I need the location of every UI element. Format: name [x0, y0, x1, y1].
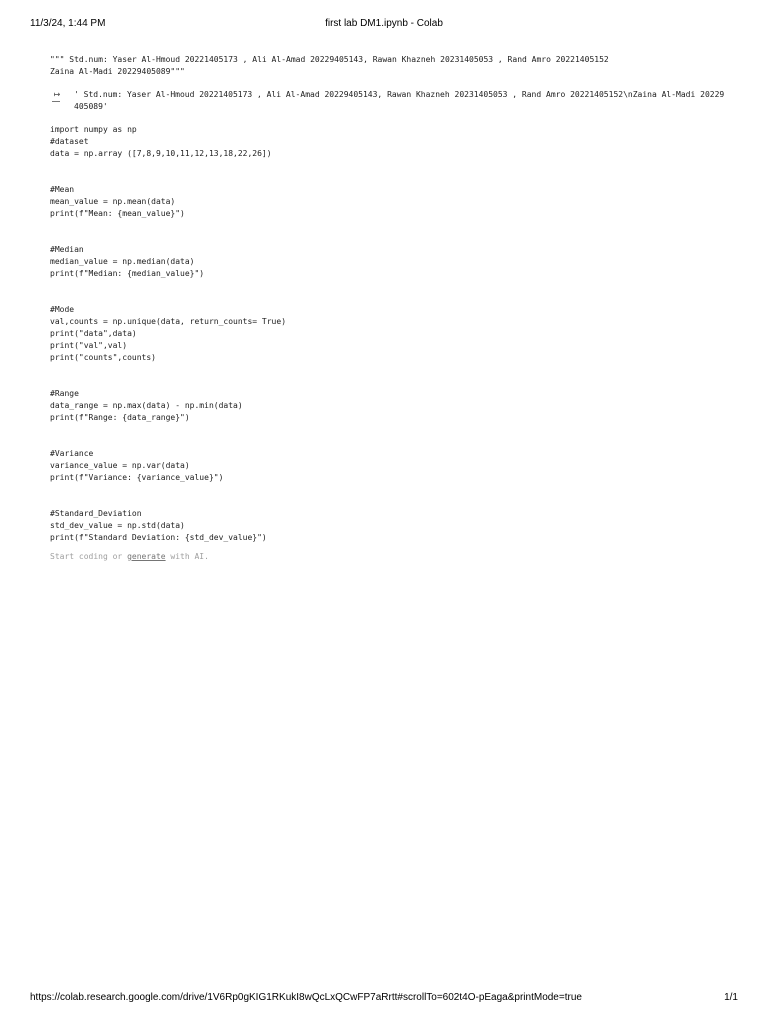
- page-number: 1/1: [724, 992, 738, 1003]
- code-cell-statistics[interactable]: import numpy as np #dataset data = np.array ([7,8,9,10,11,12,13,18,22,26]) #Mean mean_value = np.mean(data) print(f"Mean: {mean_value}") #Median median_value = np.median(data) print(f"Median: {median_value}") #Mode val,counts = np.unique(data, return_counts= True) print("data",data) print("val",val) print("counts",counts) #Range data_range = np.max(data) - np.min(data) print(f"Range: {data_range}") #Variance variance_value = np.var(data) print(f"Variance: {variance_value}") #Standard_Deviation std_dev_value = np.std(data) print(f"Standard Deviation: {std_dev_value}"): [50, 125, 287, 542]
- empty-cell-placeholder[interactable]: [50, 551, 209, 563]
- print-footer: [30, 992, 738, 1006]
- print-url: https://colab.research.google.com/drive/1V6Rp0gKIG1RKukI8wQcLxQCwFP7aRrtt#scrollTo=602t4O-pEaga&printMode=true: [30, 992, 582, 1003]
- cell-output-text: ' Std.num: Yaser Al-Hmoud 20221405173 , Ali Al-Amad 20229405143, Rawan Khazneh 20231405053 , Rand Amro 20221405152\nZaina Al-Madi 20229 405089': [74, 90, 725, 111]
- placeholder-prefix: Start coding or: [50, 552, 128, 561]
- print-header: [30, 18, 738, 32]
- code-cell-docstring[interactable]: """ Std.num: Yaser Al-Hmoud 20221405173 , Ali Al-Amad 20229405143, Rawan Khazneh 20231405053 , Rand Amro 20221405152 Zaina Al-Madi 20229405089""": [50, 55, 609, 76]
- cell-output: [50, 89, 740, 117]
- generate-link[interactable]: generate: [127, 552, 166, 561]
- output-arrow-underline: [52, 101, 60, 102]
- print-title: first lab DM1.ipynb - Colab: [325, 18, 443, 29]
- output-arrow-glyph: ↦: [53, 90, 61, 99]
- output-arrow-icon[interactable]: [50, 90, 64, 102]
- print-datetime: 11/3/24, 1:44 PM: [30, 18, 106, 29]
- placeholder-suffix: with AI.: [165, 552, 209, 561]
